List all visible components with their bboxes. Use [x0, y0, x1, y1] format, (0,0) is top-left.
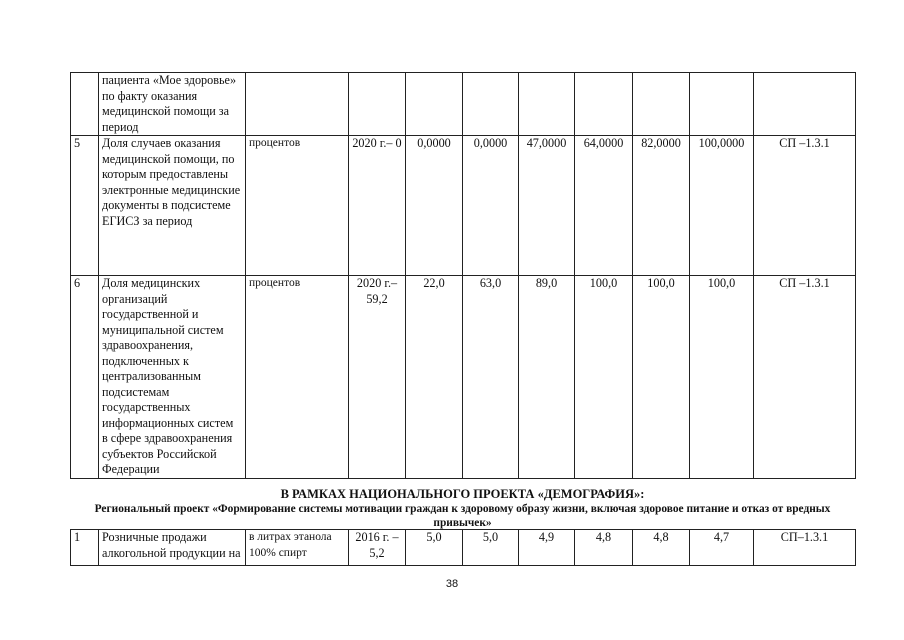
- section-title: В РАМКАХ НАЦИОНАЛЬНОГО ПРОЕКТА «ДЕМОГРАФИЯ»:: [280, 487, 645, 501]
- reference-cell: [754, 73, 856, 136]
- value-cell: 100,0: [575, 276, 633, 479]
- value-cell: [690, 73, 754, 136]
- base-value-cell: 2020 г.– 59,2: [349, 276, 406, 479]
- row-number-cell: [71, 73, 99, 136]
- value-cell: 4,8: [633, 530, 690, 566]
- unit-cell: [246, 73, 349, 136]
- base-value-cell: [349, 73, 406, 136]
- value-cell: 4,7: [690, 530, 754, 566]
- indicators-table: [70, 72, 856, 479]
- value-cell: [463, 73, 519, 136]
- value-cell: 22,0: [406, 276, 463, 479]
- row-number-cell: 5: [71, 136, 99, 276]
- unit-cell: в литрах этанола 100% спирт: [246, 530, 349, 566]
- value-cell: 64,0000: [575, 136, 633, 276]
- reference-cell: СП –1.3.1: [754, 136, 856, 276]
- table-row: [71, 276, 856, 479]
- indicator-name-cell: Доля случаев оказания медицинской помощи, по которым предоставлены электронные медицинские документы в подсистеме ЕГИСЗ за период: [99, 136, 246, 276]
- value-cell: 4,9: [519, 530, 575, 566]
- value-cell: [633, 73, 690, 136]
- table-row: [71, 73, 856, 136]
- value-cell: 82,0000: [633, 136, 690, 276]
- value-cell: 4,8: [575, 530, 633, 566]
- row-number-cell: 6: [71, 276, 99, 479]
- table-row: [71, 136, 856, 276]
- value-cell: 63,0: [463, 276, 519, 479]
- value-cell: 5,0: [463, 530, 519, 566]
- reference-cell: СП –1.3.1: [754, 276, 856, 479]
- value-cell: 89,0: [519, 276, 575, 479]
- value-cell: [575, 73, 633, 136]
- value-cell: 5,0: [406, 530, 463, 566]
- page-number: 38: [445, 578, 459, 590]
- value-cell: [519, 73, 575, 136]
- section-subtitle: Региональный проект «Формирование системы мотивации граждан к здоровому образу жизни, включая здоровое питание и отказ от вредных привычек»: [94, 503, 831, 529]
- value-cell: 100,0000: [690, 136, 754, 276]
- value-cell: 0,0000: [406, 136, 463, 276]
- value-cell: 0,0000: [463, 136, 519, 276]
- table-row: [71, 530, 856, 566]
- unit-cell: процентов: [246, 136, 349, 276]
- base-value-cell: 2020 г.– 0: [349, 136, 406, 276]
- value-cell: 47,0000: [519, 136, 575, 276]
- value-cell: 100,0: [633, 276, 690, 479]
- base-value-cell: 2016 г. – 5,2: [349, 530, 406, 566]
- reference-cell: СП–1.3.1: [754, 530, 856, 566]
- unit-cell: процентов: [246, 276, 349, 479]
- row-number-cell: 1: [71, 530, 99, 566]
- demography-indicators-table: [70, 529, 856, 566]
- indicator-name-cell: пациента «Мое здоровье» по факту оказания медицинской помощи за период: [99, 73, 246, 136]
- indicator-name-cell: Розничные продажи алкогольной продукции на: [99, 530, 246, 566]
- indicator-name-cell: Доля медицинских организаций государственной и муниципальной систем здравоохранения, подключенных к централизованным подсистемам государственных информационных систем в сфере здравоохранения субъектов Российской Федерации: [99, 276, 246, 479]
- value-cell: 100,0: [690, 276, 754, 479]
- value-cell: [406, 73, 463, 136]
